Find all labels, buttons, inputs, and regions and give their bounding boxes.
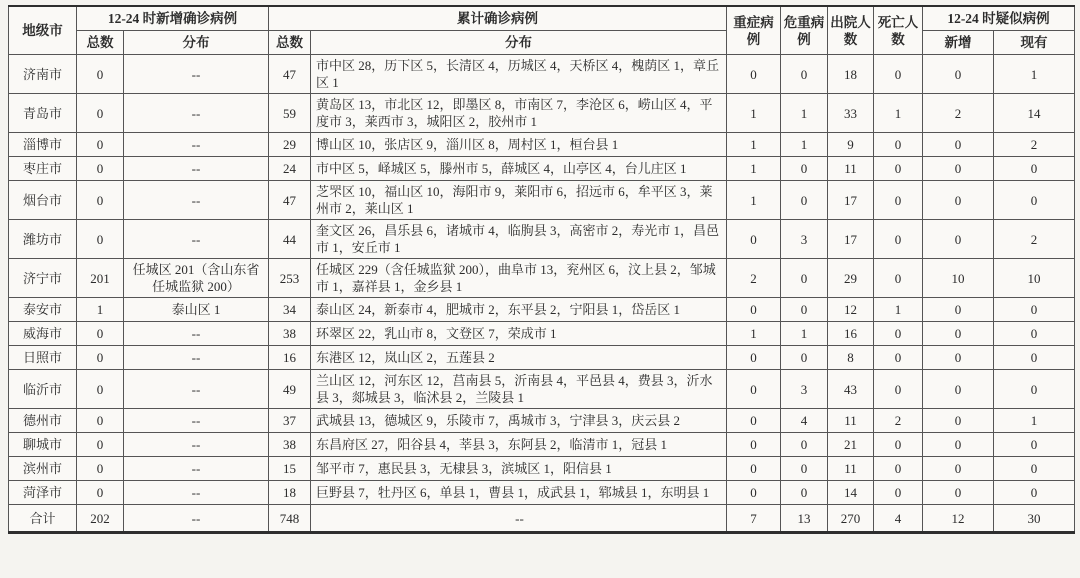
cell-severe: 0 <box>727 457 781 481</box>
cell-new-total: 201 <box>77 259 124 298</box>
cell-new-total: 0 <box>77 481 124 505</box>
table-row <box>9 322 1075 346</box>
cell-cumulative-total: 253 <box>269 259 311 298</box>
cell-discharged: 12 <box>828 298 874 322</box>
cell-suspected-new: 0 <box>923 220 994 259</box>
cell-suspected-existing: 0 <box>994 370 1075 409</box>
cell-deaths: 2 <box>874 409 923 433</box>
cell-cumulative-distribution: 环翠区 22，乳山市 8，文登区 7，荣成市 1 <box>311 322 727 346</box>
cell-deaths: 1 <box>874 94 923 133</box>
covid-cases-table <box>8 5 1075 534</box>
cell-deaths: 0 <box>874 346 923 370</box>
cell-cumulative-total: 16 <box>269 346 311 370</box>
cell-critical: 1 <box>781 322 828 346</box>
cell-cumulative-total: 37 <box>269 409 311 433</box>
cell-critical: 0 <box>781 157 828 181</box>
cell-discharged: 21 <box>828 433 874 457</box>
cell-new-total: 0 <box>77 55 124 94</box>
cell-city: 临沂市 <box>9 370 77 409</box>
table-row <box>9 157 1075 181</box>
cell-cumulative-distribution: 武城县 13，德城区 9，乐陵市 7，禹城市 3，宁津县 3，庆云县 2 <box>311 409 727 433</box>
table-header <box>9 6 1075 55</box>
cell-new-distribution: -- <box>124 481 269 505</box>
cell-critical: 0 <box>781 55 828 94</box>
cell-new-distribution: -- <box>124 505 269 533</box>
cell-cumulative-total: 47 <box>269 55 311 94</box>
cell-suspected-new: 0 <box>923 370 994 409</box>
cell-new-total: 0 <box>77 433 124 457</box>
cell-cumulative-distribution: 东昌府区 27，阳谷县 4，莘县 3，东阿县 2，临清市 1，冠县 1 <box>311 433 727 457</box>
cell-deaths: 0 <box>874 259 923 298</box>
cell-new-distribution: -- <box>124 157 269 181</box>
cell-new-total: 0 <box>77 133 124 157</box>
cell-new-distribution: -- <box>124 346 269 370</box>
cell-severe: 7 <box>727 505 781 533</box>
cell-severe: 1 <box>727 322 781 346</box>
cell-cumulative-total: 18 <box>269 481 311 505</box>
cell-discharged: 11 <box>828 157 874 181</box>
header-cum-dist: 分布 <box>311 31 727 55</box>
header-suspected-existing: 现有 <box>994 31 1075 55</box>
cell-deaths: 0 <box>874 133 923 157</box>
cell-city: 淄博市 <box>9 133 77 157</box>
cell-suspected-new: 2 <box>923 94 994 133</box>
cell-city: 合计 <box>9 505 77 533</box>
cell-severe: 1 <box>727 133 781 157</box>
cell-severe: 0 <box>727 55 781 94</box>
cell-city: 聊城市 <box>9 433 77 457</box>
cell-new-total: 0 <box>77 409 124 433</box>
table-row <box>9 220 1075 259</box>
cell-deaths: 0 <box>874 55 923 94</box>
cell-critical: 3 <box>781 220 828 259</box>
table-row <box>9 55 1075 94</box>
cell-suspected-new: 0 <box>923 55 994 94</box>
cell-new-total: 0 <box>77 181 124 220</box>
cell-severe: 1 <box>727 181 781 220</box>
cell-city: 济南市 <box>9 55 77 94</box>
cell-suspected-existing: 2 <box>994 133 1075 157</box>
cell-new-total: 0 <box>77 157 124 181</box>
cell-city: 威海市 <box>9 322 77 346</box>
cell-city: 日照市 <box>9 346 77 370</box>
cell-new-distribution: -- <box>124 181 269 220</box>
cell-city: 菏泽市 <box>9 481 77 505</box>
cell-new-total: 0 <box>77 322 124 346</box>
cell-city: 烟台市 <box>9 181 77 220</box>
cell-suspected-new: 10 <box>923 259 994 298</box>
cell-suspected-existing: 2 <box>994 220 1075 259</box>
cell-new-distribution: -- <box>124 409 269 433</box>
cell-cumulative-total: 49 <box>269 370 311 409</box>
cell-critical: 0 <box>781 457 828 481</box>
cell-city: 枣庄市 <box>9 157 77 181</box>
cell-cumulative-total: 15 <box>269 457 311 481</box>
cell-suspected-new: 0 <box>923 433 994 457</box>
cell-severe: 1 <box>727 94 781 133</box>
cell-new-distribution: 任城区 201（含山东省任城监狱 200） <box>124 259 269 298</box>
cell-cumulative-distribution: 兰山区 12，河东区 12，莒南县 5，沂南县 4，平邑县 4，费县 3，沂水县 3，郯城县 3，临沭县 2，兰陵县 1 <box>311 370 727 409</box>
cell-critical: 0 <box>781 346 828 370</box>
cell-cumulative-distribution: -- <box>311 505 727 533</box>
cell-deaths: 0 <box>874 370 923 409</box>
cell-critical: 0 <box>781 433 828 457</box>
cell-suspected-existing: 0 <box>994 346 1075 370</box>
cell-new-total: 0 <box>77 457 124 481</box>
cell-discharged: 16 <box>828 322 874 346</box>
cell-new-total: 0 <box>77 370 124 409</box>
cell-suspected-existing: 0 <box>994 181 1075 220</box>
cell-severe: 1 <box>727 157 781 181</box>
cell-new-distribution: -- <box>124 94 269 133</box>
table-total-row <box>9 505 1075 533</box>
cell-discharged: 9 <box>828 133 874 157</box>
cell-cumulative-distribution: 芝罘区 10，福山区 10，海阳市 9，莱阳市 6，招远市 6，牟平区 3，莱州市 2，莱山区 1 <box>311 181 727 220</box>
cell-discharged: 270 <box>828 505 874 533</box>
cell-severe: 0 <box>727 346 781 370</box>
header-critical: 危重病例 <box>781 6 828 55</box>
cell-city: 青岛市 <box>9 94 77 133</box>
table-row <box>9 481 1075 505</box>
cell-suspected-existing: 0 <box>994 457 1075 481</box>
cell-suspected-existing: 14 <box>994 94 1075 133</box>
cell-suspected-existing: 0 <box>994 157 1075 181</box>
cell-suspected-new: 0 <box>923 481 994 505</box>
header-discharged: 出院人数 <box>828 6 874 55</box>
cell-cumulative-distribution: 市中区 28，历下区 5，长清区 4，历城区 4，天桥区 4，槐荫区 1，章丘区 1 <box>311 55 727 94</box>
cell-cumulative-total: 59 <box>269 94 311 133</box>
cell-suspected-new: 0 <box>923 322 994 346</box>
cell-discharged: 11 <box>828 457 874 481</box>
cell-suspected-existing: 1 <box>994 409 1075 433</box>
table-row <box>9 181 1075 220</box>
cell-severe: 0 <box>727 298 781 322</box>
cell-cumulative-total: 24 <box>269 157 311 181</box>
table-row <box>9 259 1075 298</box>
cell-city: 德州市 <box>9 409 77 433</box>
cell-deaths: 0 <box>874 181 923 220</box>
table-body <box>9 55 1075 533</box>
cell-critical: 0 <box>781 298 828 322</box>
header-new-total: 总数 <box>77 31 124 55</box>
cell-new-total: 0 <box>77 94 124 133</box>
cell-new-distribution: -- <box>124 370 269 409</box>
cell-new-distribution: -- <box>124 433 269 457</box>
cell-new-distribution: 泰山区 1 <box>124 298 269 322</box>
header-suspected-group: 12-24 时疑似病例 <box>923 6 1075 31</box>
table-row <box>9 409 1075 433</box>
cell-deaths: 0 <box>874 220 923 259</box>
header-new-cases-group: 12-24 时新增确诊病例 <box>77 6 269 31</box>
header-cum-total: 总数 <box>269 31 311 55</box>
cell-suspected-new: 0 <box>923 181 994 220</box>
cell-cumulative-total: 38 <box>269 433 311 457</box>
cell-cumulative-total: 29 <box>269 133 311 157</box>
cell-severe: 0 <box>727 409 781 433</box>
cell-suspected-existing: 1 <box>994 55 1075 94</box>
table-row <box>9 457 1075 481</box>
cell-cumulative-total: 38 <box>269 322 311 346</box>
cell-deaths: 0 <box>874 157 923 181</box>
cell-city: 泰安市 <box>9 298 77 322</box>
cell-severe: 0 <box>727 481 781 505</box>
header-suspected-new: 新增 <box>923 31 994 55</box>
cell-cumulative-distribution: 巨野县 7，牡丹区 6，单县 1，曹县 1，成武县 1，郓城县 1，东明县 1 <box>311 481 727 505</box>
cell-city: 滨州市 <box>9 457 77 481</box>
cell-deaths: 1 <box>874 298 923 322</box>
cell-suspected-new: 0 <box>923 298 994 322</box>
cell-new-total: 0 <box>77 220 124 259</box>
cell-new-distribution: -- <box>124 220 269 259</box>
cell-suspected-existing: 10 <box>994 259 1075 298</box>
cell-cumulative-total: 34 <box>269 298 311 322</box>
table-row <box>9 94 1075 133</box>
table-row <box>9 433 1075 457</box>
cell-city: 济宁市 <box>9 259 77 298</box>
cell-suspected-new: 12 <box>923 505 994 533</box>
cell-suspected-new: 0 <box>923 457 994 481</box>
cell-deaths: 0 <box>874 481 923 505</box>
cell-suspected-existing: 0 <box>994 481 1075 505</box>
cell-critical: 1 <box>781 133 828 157</box>
cell-deaths: 0 <box>874 457 923 481</box>
cell-severe: 0 <box>727 370 781 409</box>
cell-new-distribution: -- <box>124 55 269 94</box>
cell-city: 潍坊市 <box>9 220 77 259</box>
cell-suspected-existing: 0 <box>994 298 1075 322</box>
header-row-groups <box>9 6 1075 31</box>
header-deaths: 死亡人数 <box>874 6 923 55</box>
cell-new-total: 1 <box>77 298 124 322</box>
cell-discharged: 14 <box>828 481 874 505</box>
cell-discharged: 18 <box>828 55 874 94</box>
cell-suspected-new: 0 <box>923 346 994 370</box>
cell-cumulative-distribution: 博山区 10，张店区 9，淄川区 8，周村区 1，桓台县 1 <box>311 133 727 157</box>
cell-discharged: 33 <box>828 94 874 133</box>
cell-deaths: 0 <box>874 433 923 457</box>
cell-suspected-existing: 0 <box>994 322 1075 346</box>
cell-discharged: 17 <box>828 181 874 220</box>
table-row <box>9 133 1075 157</box>
cell-suspected-existing: 30 <box>994 505 1075 533</box>
cell-cumulative-distribution: 东港区 12，岚山区 2，五莲县 2 <box>311 346 727 370</box>
cell-cumulative-distribution: 邹平市 7，惠民县 3，无棣县 3，滨城区 1，阳信县 1 <box>311 457 727 481</box>
cell-new-distribution: -- <box>124 457 269 481</box>
cell-cumulative-distribution: 任城区 229（含任城监狱 200），曲阜市 13，兖州区 6，汶上县 2，邹城市 1，嘉祥县 1，金乡县 1 <box>311 259 727 298</box>
cell-discharged: 29 <box>828 259 874 298</box>
table-row <box>9 346 1075 370</box>
cell-discharged: 17 <box>828 220 874 259</box>
cell-suspected-new: 0 <box>923 133 994 157</box>
cell-severe: 0 <box>727 433 781 457</box>
cell-new-total: 202 <box>77 505 124 533</box>
cell-critical: 0 <box>781 259 828 298</box>
cell-suspected-new: 0 <box>923 157 994 181</box>
cell-new-total: 0 <box>77 346 124 370</box>
cell-critical: 13 <box>781 505 828 533</box>
cell-severe: 0 <box>727 220 781 259</box>
header-severe: 重症病例 <box>727 6 781 55</box>
cell-critical: 4 <box>781 409 828 433</box>
cell-severe: 2 <box>727 259 781 298</box>
cell-cumulative-total: 44 <box>269 220 311 259</box>
cell-cumulative-total: 47 <box>269 181 311 220</box>
cell-cumulative-distribution: 黄岛区 13，市北区 12，即墨区 8，市南区 7，李沧区 6，崂山区 4，平度市 3，莱西市 3，城阳区 2，胶州市 1 <box>311 94 727 133</box>
cell-cumulative-distribution: 奎文区 26，昌乐县 6，诸城市 4，临朐县 3，高密市 2，寿光市 1，昌邑市 1，安丘市 1 <box>311 220 727 259</box>
cell-critical: 0 <box>781 181 828 220</box>
table-row <box>9 298 1075 322</box>
cell-deaths: 4 <box>874 505 923 533</box>
cell-suspected-new: 0 <box>923 409 994 433</box>
cell-discharged: 11 <box>828 409 874 433</box>
table-row <box>9 370 1075 409</box>
cell-cumulative-distribution: 市中区 5，峄城区 5，滕州市 5，薛城区 4，山亭区 4，台儿庄区 1 <box>311 157 727 181</box>
cell-discharged: 8 <box>828 346 874 370</box>
cell-deaths: 0 <box>874 322 923 346</box>
cell-new-distribution: -- <box>124 133 269 157</box>
header-city: 地级市 <box>9 6 77 55</box>
cell-new-distribution: -- <box>124 322 269 346</box>
cell-discharged: 43 <box>828 370 874 409</box>
header-new-dist: 分布 <box>124 31 269 55</box>
cell-critical: 1 <box>781 94 828 133</box>
cell-critical: 0 <box>781 481 828 505</box>
cell-cumulative-total: 748 <box>269 505 311 533</box>
cell-suspected-existing: 0 <box>994 433 1075 457</box>
cell-cumulative-distribution: 泰山区 24，新泰市 4，肥城市 2，东平县 2，宁阳县 1，岱岳区 1 <box>311 298 727 322</box>
header-cumulative-group: 累计确诊病例 <box>269 6 727 31</box>
cell-critical: 3 <box>781 370 828 409</box>
